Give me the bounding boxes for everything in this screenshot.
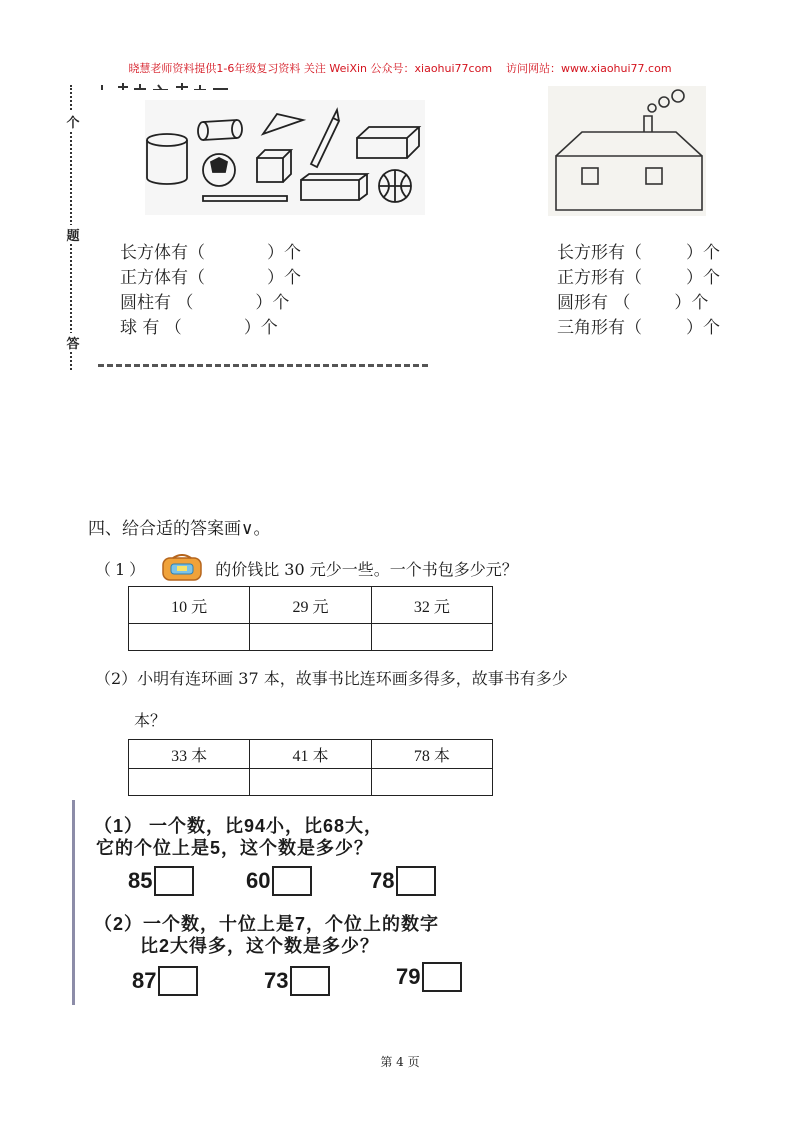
count-label: 圆形有 （ bbox=[557, 293, 631, 313]
option-number: 60 bbox=[246, 868, 271, 893]
answer-box[interactable] bbox=[422, 962, 462, 992]
option-cell: 29 元 bbox=[250, 587, 371, 624]
question-2-line-1: （2）小明有连环画 37 本，故事书比连环画多得多，故事书有多少 bbox=[95, 669, 568, 688]
question-2-options-table bbox=[128, 739, 493, 796]
answer-mark-cell[interactable] bbox=[250, 624, 371, 651]
boxed-section-bar bbox=[72, 800, 75, 1005]
count-label: 圆柱有 （ bbox=[120, 293, 194, 313]
boxed-q1-line-1: （1） 一个数，比94小，比68大， bbox=[94, 816, 384, 836]
answer-mark-cell[interactable] bbox=[371, 624, 492, 651]
page-number: 第 4 页 bbox=[380, 1055, 420, 1069]
count-label: 长方体有（ bbox=[120, 243, 205, 263]
count-unit: ）个 bbox=[686, 318, 720, 338]
option-number: 85 bbox=[128, 868, 153, 893]
question-2-line-2: 本？ bbox=[134, 711, 167, 730]
option-number: 79 bbox=[396, 964, 421, 989]
option-cell: 33 本 bbox=[129, 740, 250, 769]
count-row-cube bbox=[120, 266, 301, 290]
boxed-q1-line-2: 它的个位上是5，这个数是多少？ bbox=[96, 838, 374, 858]
count-label: 长方形有（ bbox=[557, 243, 642, 263]
count-label: 正方体有（ bbox=[120, 268, 205, 288]
answer-mark-cell[interactable] bbox=[250, 769, 371, 796]
count-row-rectangle bbox=[557, 241, 720, 265]
answer-mark-cell[interactable] bbox=[129, 624, 250, 651]
promo-text: 晓慧老师资料提供1-6年级复习资料 关注 WeiXin 公众号：xiaohui77com bbox=[128, 62, 493, 75]
count-unit: ）个 bbox=[255, 293, 290, 313]
boxed-q1-option-2 bbox=[246, 866, 312, 896]
question-1 bbox=[95, 554, 518, 582]
question-1-text: 的价钱比 30 元少一些。一个书包多少元？ bbox=[215, 559, 518, 579]
count-label: 正方形有（ bbox=[557, 268, 642, 288]
count-label: 球 有 （ bbox=[120, 318, 182, 338]
answer-box[interactable] bbox=[272, 866, 312, 896]
solid-shapes-illustration bbox=[145, 100, 425, 215]
option-number: 87 bbox=[132, 968, 157, 993]
count-unit: ）个 bbox=[686, 268, 720, 288]
count-row-circle bbox=[557, 291, 708, 315]
boxed-q1-option-3 bbox=[370, 866, 436, 896]
margin-mark: 答 bbox=[66, 333, 80, 352]
margin-mark: 题 bbox=[66, 225, 80, 244]
answer-box[interactable] bbox=[158, 966, 198, 996]
count-row-cylinder bbox=[120, 291, 289, 315]
answer-box[interactable] bbox=[290, 966, 330, 996]
option-cell: 41 本 bbox=[250, 740, 371, 769]
backpack-icon-drawing bbox=[157, 554, 209, 582]
count-row-triangle bbox=[557, 316, 720, 340]
option-number: 73 bbox=[264, 968, 289, 993]
boxed-q2-option-1 bbox=[132, 966, 198, 996]
answer-box[interactable] bbox=[154, 866, 194, 896]
boxed-q2-line-2: 比2大得多，这个数是多少？ bbox=[140, 936, 380, 956]
count-row-square bbox=[557, 266, 720, 290]
cropped-scan-bottom-text bbox=[98, 360, 428, 370]
count-label: 三角形有（ bbox=[557, 318, 642, 338]
boxed-q2-line-1: （2）一个数，十位上是7，个位上的数字 bbox=[94, 914, 440, 934]
option-cell: 78 本 bbox=[371, 740, 492, 769]
count-unit: ）个 bbox=[267, 243, 301, 263]
section-four-title: 四、给合适的答案画∨。 bbox=[88, 519, 271, 539]
question-1-options-table bbox=[128, 586, 493, 651]
count-row-sphere bbox=[120, 316, 278, 340]
boxed-q1-option-1 bbox=[128, 866, 194, 896]
count-unit: ）个 bbox=[686, 243, 720, 263]
count-unit: ）个 bbox=[267, 268, 301, 288]
promo-header bbox=[0, 60, 800, 76]
boxed-q2-option-2 bbox=[264, 966, 330, 996]
question-1-number: （1） bbox=[95, 559, 150, 579]
count-unit: ）个 bbox=[674, 293, 709, 313]
cropped-scan-top-text bbox=[98, 76, 278, 90]
solid-shapes-drawing bbox=[145, 100, 425, 215]
house-illustration bbox=[548, 86, 706, 216]
answer-mark-cell[interactable] bbox=[371, 769, 492, 796]
margin-mark: 个 bbox=[66, 112, 80, 131]
count-row-cuboid bbox=[120, 241, 301, 265]
boxed-q2-option-3 bbox=[396, 962, 462, 992]
site-text: 访问网站：www.xiaohui77.com bbox=[506, 62, 672, 75]
option-cell: 32 元 bbox=[371, 587, 492, 624]
backpack-icon bbox=[157, 554, 209, 582]
count-unit: ）个 bbox=[243, 318, 278, 338]
answer-box[interactable] bbox=[396, 866, 436, 896]
house-drawing bbox=[548, 86, 706, 216]
option-number: 78 bbox=[370, 868, 395, 893]
option-cell: 10 元 bbox=[129, 587, 250, 624]
cropped-scan-top-strokes bbox=[98, 81, 278, 90]
answer-mark-cell[interactable] bbox=[129, 769, 250, 796]
